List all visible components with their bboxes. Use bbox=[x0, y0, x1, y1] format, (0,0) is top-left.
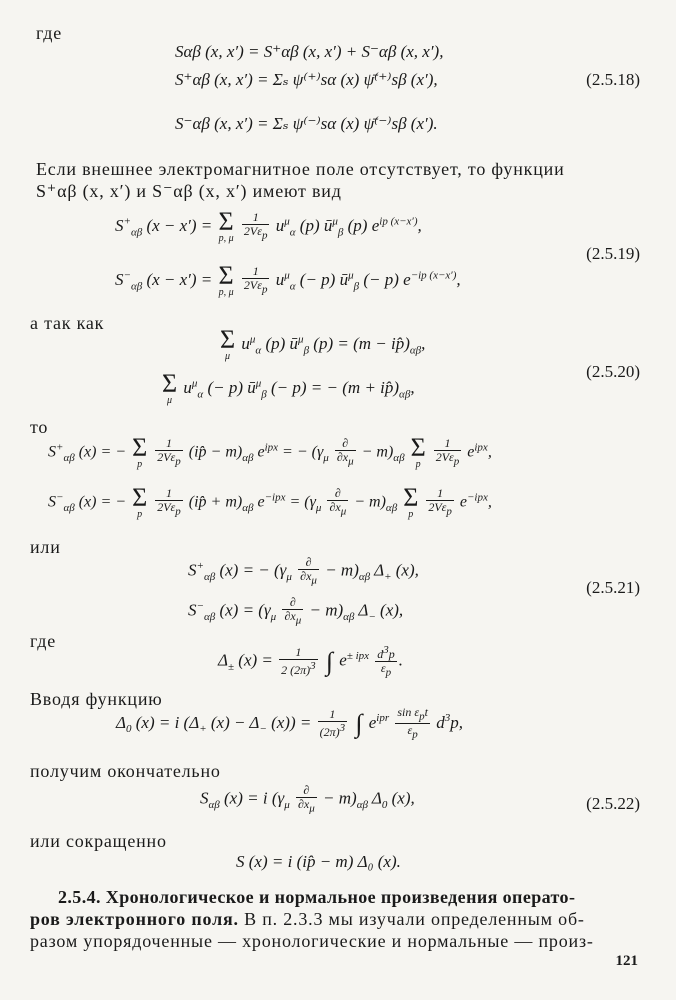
section-text: В п. 2.3.3 мы изучали определенным об- bbox=[238, 909, 585, 929]
equation-s-plus-expanded: $S^+_{\alpha\beta}$ (x) = − Σ p $\frac{1}{2V\varepsilon_p}$ (ip̂ − $m)_{\alpha\beta}$ $e^{ipx}$ = − ($\gamma_\mu$ $\frac{\partial}{\partial x_\mu}$ − $m)_{\alpha\beta}$ Σ p $\frac{1}{2V\varepsilon_p}$ $e^{ipx}$, bbox=[48, 433, 492, 470]
section-heading-cont: ров электронного поля. bbox=[30, 909, 239, 929]
paragraph-line: Если внешнее электромагнитное поле отсутствует, то функции bbox=[36, 159, 565, 179]
equation-delta-pm: $\Delta_\pm$ (x) = $\frac{1}{2 (2\pi)^3}$ ∫ $e^{\pm ipx}$ $\frac{d^3p}{\varepsilon_p}$ . bbox=[218, 644, 404, 679]
equation-s-plus-momentum: $S^+_{\alpha\beta}$ (x − x′) = Σ p, μ $\frac{1}{2V\varepsilon_p}$ $u^\mu_\alpha$ (p) $ū^\mu_\beta$ (p) $e^{ip (x-x')}$, bbox=[115, 207, 422, 244]
word-gde: где bbox=[30, 631, 57, 651]
phrase-a-tak-kak: а так как bbox=[30, 313, 105, 333]
section-heading: 2.5.4. Хронологическое и нормальное произведения операто- bbox=[58, 887, 576, 907]
equation-s-minus-expanded: $S^-_{\alpha\beta}$ (x) = − Σ p $\frac{1}{2V\varepsilon_p}$ (ip̂ + $m)_{\alpha\beta}$ $e^{-ipx} = (\gamma_\mu$ $\frac{\partial}{\partial x_\mu}$ − $m)_{\alpha\beta}$ Σ p $\frac{1}{2V\varepsilon_p}$ $e^{-ipx}$, bbox=[48, 483, 492, 520]
equation-s-minus-delta: $S^-_{\alpha\beta}$ $(x) = (\gamma_\mu$ $\frac{\partial}{\partial x_\mu}$ − $m)_{\alpha\beta}$ $\Delta_-$ (x), bbox=[188, 595, 404, 627]
equation-s-plus-delta: $S^+_{\alpha\beta}$ (x) = − ($\gamma_\mu$ $\frac{\partial}{\partial x_\mu}$ − $m)_{\alpha\beta}$ $\Delta_+$ (x), bbox=[188, 555, 419, 587]
section-line: разом упорядоченные — хронологические и нормальные — произ- bbox=[30, 931, 594, 951]
equation-number: (2.5.20) bbox=[586, 362, 640, 381]
paragraph-line: S⁺αβ (x, x′) и S⁻αβ (x, x′) имеют вид bbox=[36, 181, 342, 201]
phrase-vvodya: Вводя функцию bbox=[30, 689, 163, 709]
equation-s-total: Sαβ (x, x′) = S⁺αβ (x, x′) + S⁻αβ (x, x′), bbox=[175, 42, 444, 61]
phrase-poluchim: получим окончательно bbox=[30, 761, 221, 781]
equation-s-short: S (x) = i (ip̂ − m) Δ₀ (x). bbox=[236, 852, 401, 871]
equation-number: (2.5.19) bbox=[586, 244, 640, 263]
equation-s-plus: S⁺αβ (x, x′) = Σₛ ψ⁽⁺⁾sα (x) ψ̄⁽⁺⁾sβ (x′), bbox=[175, 70, 438, 89]
page-number: 121 bbox=[615, 953, 638, 969]
equation-s-minus-momentum: $S^-_{\alpha\beta}$ (x − x′) = Σ p, μ $\frac{1}{2V\varepsilon_p}$ $u^\mu_\alpha$ (− p) $ū^\mu_\beta$ (− p) $e^{-ip (x-x')}$, bbox=[115, 261, 461, 298]
word-ili: или bbox=[30, 537, 61, 557]
equation-delta-zero: $\Delta_0$ (x) = i ($\Delta_+$ $(x) - \Delta_-$ (x)) = $\frac{1}{(2\pi)^3}$ ∫ $e^{ipr}$ $\frac{\sin \varepsilon_pt}{\varepsilon_p}$ $d^3p$, bbox=[116, 705, 463, 741]
equation-number: (2.5.21) bbox=[586, 578, 640, 597]
phrase-ili-sokrashchenno: или сокращенно bbox=[30, 831, 167, 851]
equation-number: (2.5.22) bbox=[586, 794, 640, 813]
equation-number: (2.5.18) bbox=[586, 70, 640, 89]
word-to: то bbox=[30, 417, 49, 437]
equation-s-final: $S_{\alpha\beta}$ (x) = i ($\gamma_\mu$ $\frac{\partial}{\partial x_\mu}$ − $m)_{\alpha\beta}$ $\Delta_0$ (x), bbox=[200, 783, 415, 815]
section-line bbox=[30, 908, 585, 930]
equation-s-minus: S⁻αβ (x, x′) = Σₛ ψ⁽⁻⁾sα (x) ψ̄⁽⁻⁾sβ (x′). bbox=[175, 114, 438, 133]
equation-sum-u-minus: Σ μ $u^\mu_\alpha$ (− p) $ū^\mu_\beta$ (− p) = − $(m + ip̂)_{\alpha\beta}$, bbox=[162, 369, 415, 406]
word-gde: где bbox=[36, 23, 63, 43]
equation-sum-u-plus: Σ μ $u^\mu_\alpha$ (p) $ū^\mu_\beta$ $(p) = (m - ip̂)_{\alpha\beta}$, bbox=[220, 325, 426, 362]
